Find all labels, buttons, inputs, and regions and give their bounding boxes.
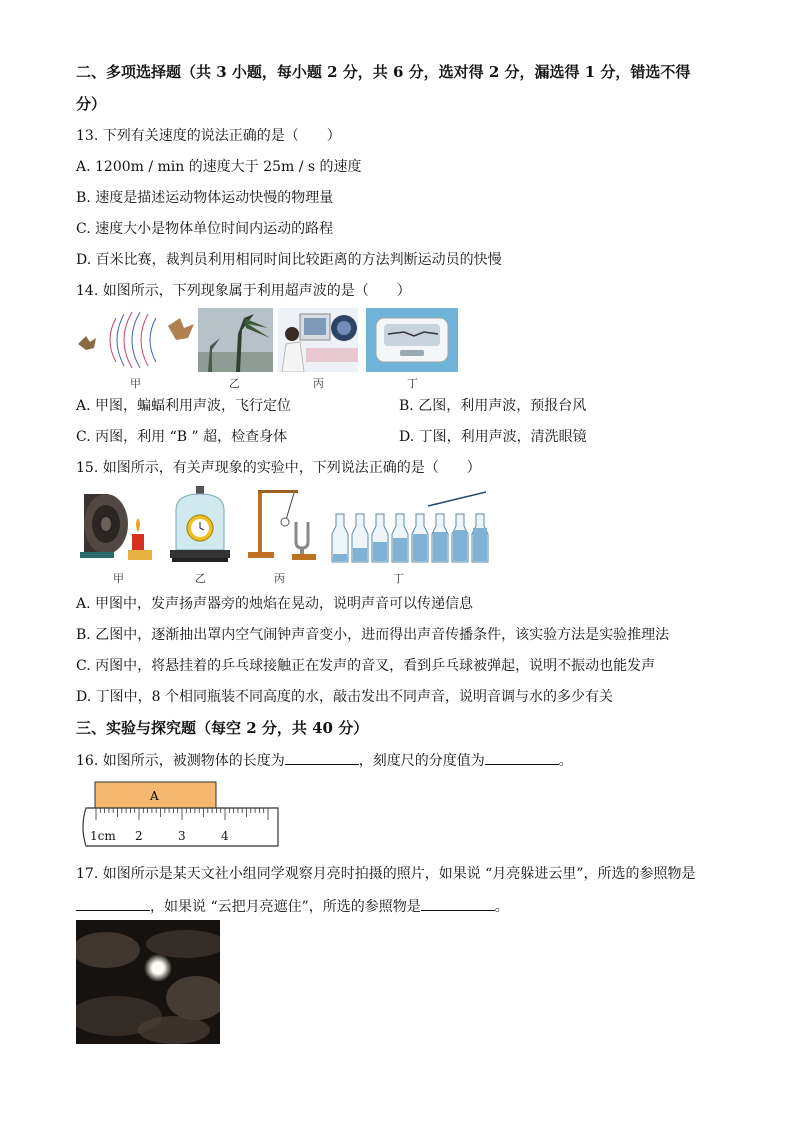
q17-line2	[76, 896, 509, 917]
q15-stem: 15. 如图所示，有关声现象的实验中，下列说法正确的是（ ）	[76, 460, 481, 476]
bat-echolocation-figure	[76, 308, 196, 372]
bell-jar-alarm-figure	[170, 486, 232, 564]
q15-caption-jia: 甲	[113, 572, 124, 585]
q17-blank-1[interactable]	[76, 896, 150, 911]
q14-option-b: B. 乙图，利用声波，预报台风	[399, 398, 587, 414]
q14-caption-ding: 丁	[407, 377, 418, 390]
object-a-label: A	[150, 789, 159, 803]
ruler-label-2: 2	[135, 829, 143, 843]
speaker-candle-figure	[76, 486, 162, 564]
ruler-label-3: 3	[178, 829, 186, 843]
q15-option-c: C. 丙图中，将悬挂着的乒乓球接触正在发声的音叉，看到乒乓球被弹起，说明不振动也能发声	[76, 658, 656, 674]
ruler-label-1cm: 1cm	[90, 829, 116, 843]
ultrasonic-cleaner-figure	[366, 308, 458, 372]
q14-stem: 14. 如图所示，下列现象属于利用超声波的是（ ）	[76, 283, 411, 299]
q16-stem	[76, 750, 573, 771]
q14-caption-bing: 丙	[313, 377, 324, 390]
q13-option-b: B. 速度是描述运动物体运动快慢的物理量	[76, 190, 334, 206]
q14-option-c: C. 丙图，利用 “B ” 超，检查身体	[76, 429, 288, 445]
q17-line2-part-b: 。	[494, 899, 509, 915]
q17-blank-2[interactable]	[421, 896, 495, 911]
q16-stem-part-c: 。	[558, 753, 573, 769]
b-ultrasound-figure	[278, 308, 358, 372]
tuning-fork-ball-figure	[244, 486, 318, 564]
q15-option-b: B. 乙图中，逐渐抽出罩内空气闹钟声音变小，进而得出声音传播条件，该实验方法是实验推理法	[76, 627, 670, 643]
ruler-figure	[78, 780, 284, 850]
q16-division-blank[interactable]	[485, 750, 559, 765]
q13-option-c: C. 速度大小是物体单位时间内运动的路程	[76, 221, 334, 237]
q15-caption-bing: 丙	[274, 572, 285, 585]
q17-line2-part-a: ，如果说 “云把月亮遮住”，所选的参照物是	[150, 899, 421, 915]
q14-caption-jia: 甲	[130, 377, 141, 390]
q14-option-d: D. 丁图，利用声波，清洗眼镜	[399, 429, 587, 445]
section3-title: 三、实验与探究题（每空 2 分，共 40 分）	[76, 719, 369, 737]
q16-stem-part-b: ，刻度尺的分度值为	[358, 753, 485, 769]
typhoon-figure	[198, 308, 273, 372]
q13-stem: 13. 下列有关速度的说法正确的是（ ）	[76, 128, 341, 144]
ruler-label-4: 4	[221, 829, 229, 843]
q15-caption-yi: 乙	[195, 572, 206, 585]
q13-option-a: A. 1200m / min 的速度大于 25m / s 的速度	[76, 159, 362, 175]
q17-line1: 17. 如图所示是某天文社小组同学观察月亮时拍摄的照片，如果说 “月亮躲进云里”，所选的参照物是	[76, 866, 696, 882]
section2-title-line2: 分）	[76, 95, 107, 113]
q15-caption-ding: 丁	[393, 572, 404, 585]
q16-length-blank[interactable]	[285, 750, 359, 765]
q15-option-a: A. 甲图中，发声扬声器旁的烛焰在晃动，说明声音可以传递信息	[76, 596, 474, 612]
q15-option-d: D. 丁图中，8 个相同瓶装不同高度的水，敲击发出不同声音，说明音调与水的多少有关	[76, 689, 613, 705]
water-bottles-figure	[330, 486, 490, 564]
q14-option-a: A. 甲图，蝙蝠利用声波，飞行定位	[76, 398, 292, 414]
section2-title-line1: 二、多项选择题（共 3 小题，每小题 2 分，共 6 分，选对得 2 分，漏选得 1 分，错选不得	[76, 63, 691, 81]
q13-option-d: D. 百米比赛，裁判员利用相同时间比较距离的方法判断运动员的快慢	[76, 252, 502, 268]
q16-stem-part-a: 16. 如图所示，被测物体的长度为	[76, 753, 285, 769]
moon-clouds-photo	[76, 920, 220, 1044]
q14-caption-yi: 乙	[229, 377, 240, 390]
